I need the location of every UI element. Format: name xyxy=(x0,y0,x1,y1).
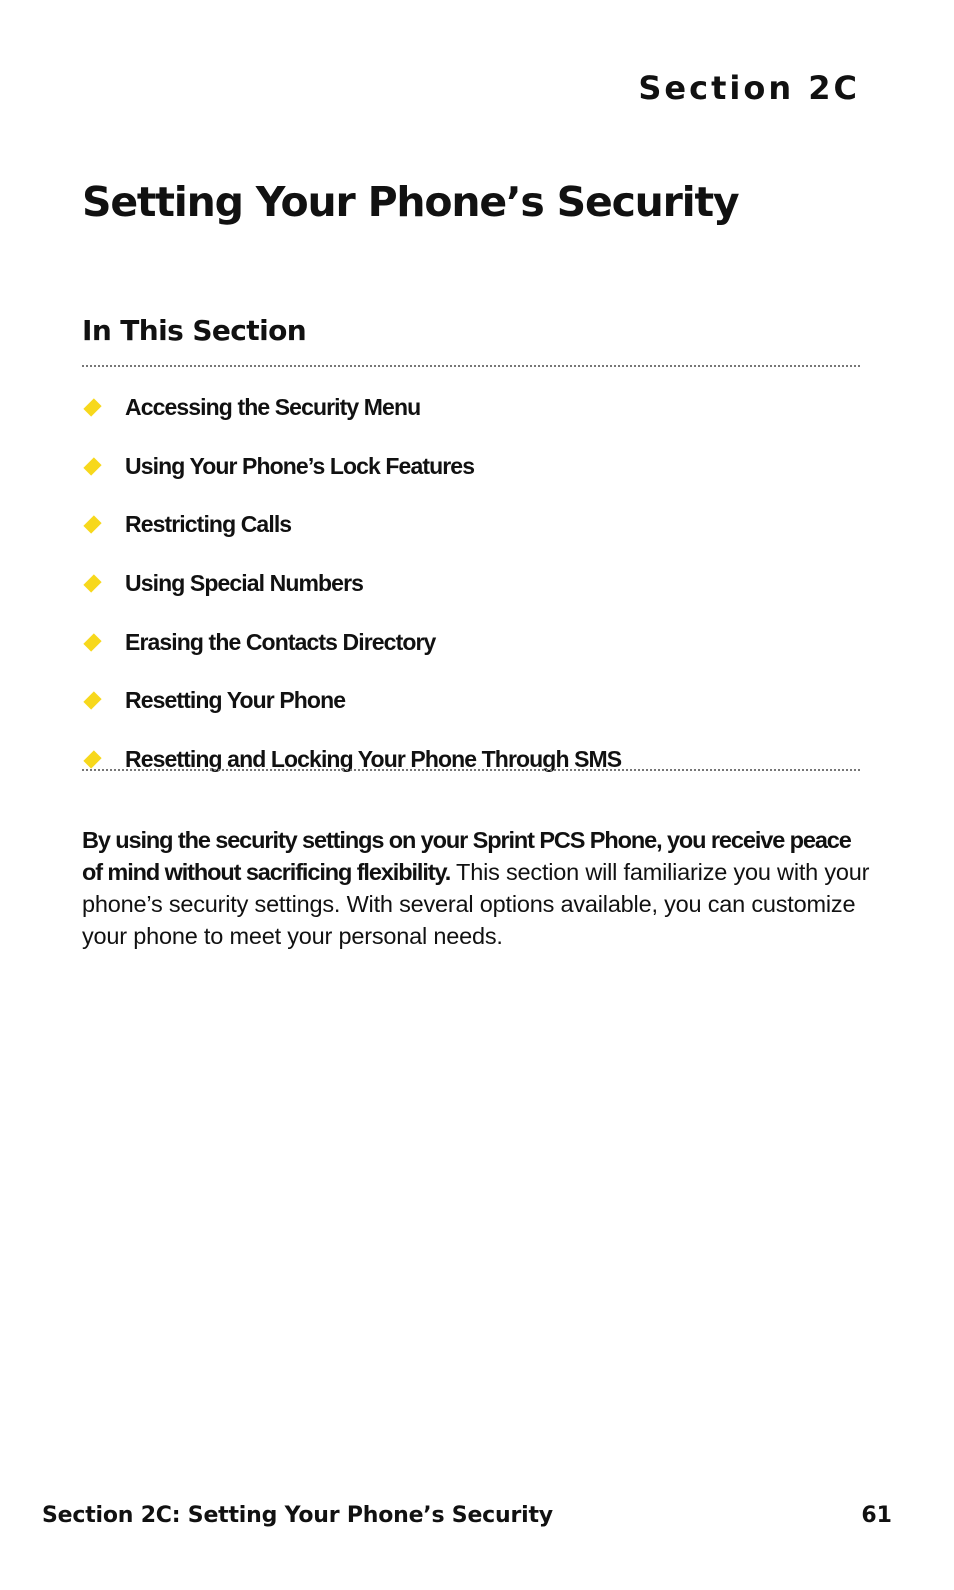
intro-lead: By using the security settings on your Sprint PCS Phone, you receive peace of mind without sacrificing flexibility. xyxy=(82,827,851,885)
intro-paragraph xyxy=(82,824,872,952)
list-item xyxy=(82,671,860,730)
list-item-label: Resetting Your Phone xyxy=(125,687,346,714)
page-number: 61 xyxy=(861,1503,892,1528)
list-item xyxy=(82,495,860,554)
diamond-bullet-icon xyxy=(83,457,101,475)
list-item-label: Using Your Phone’s Lock Features xyxy=(125,452,475,479)
list-item-label: Restricting Calls xyxy=(125,511,292,538)
dotted-rule-bottom xyxy=(82,769,860,771)
dotted-rule-top xyxy=(82,365,860,367)
intro-body: This section will familiarize you with your phone’s security settings. With several options available, you can customize your phone to meet your personal needs. xyxy=(82,859,870,949)
list-item xyxy=(82,437,860,496)
diamond-bullet-icon xyxy=(83,398,101,416)
diamond-bullet-icon xyxy=(83,516,101,534)
section-contents-list xyxy=(82,378,860,789)
list-item xyxy=(82,613,860,672)
list-item-label: Using Special Numbers xyxy=(125,569,364,596)
diamond-bullet-icon xyxy=(83,574,101,592)
list-item-label: Resetting and Locking Your Phone Through SMS xyxy=(125,745,622,772)
list-item xyxy=(82,378,860,437)
section-label: Section 2C xyxy=(638,69,860,107)
list-item xyxy=(82,554,860,613)
diamond-bullet-icon xyxy=(83,750,101,768)
in-this-section-heading: In This Section xyxy=(82,314,307,347)
diamond-bullet-icon xyxy=(83,633,101,651)
list-item-label: Erasing the Contacts Directory xyxy=(125,628,436,655)
diamond-bullet-icon xyxy=(83,692,101,710)
list-item-label: Accessing the Security Menu xyxy=(125,393,421,420)
list-item xyxy=(82,730,860,789)
footer-title: Section 2C: Setting Your Phone’s Security xyxy=(42,1503,553,1528)
page-title: Setting Your Phone’s Security xyxy=(82,178,739,226)
